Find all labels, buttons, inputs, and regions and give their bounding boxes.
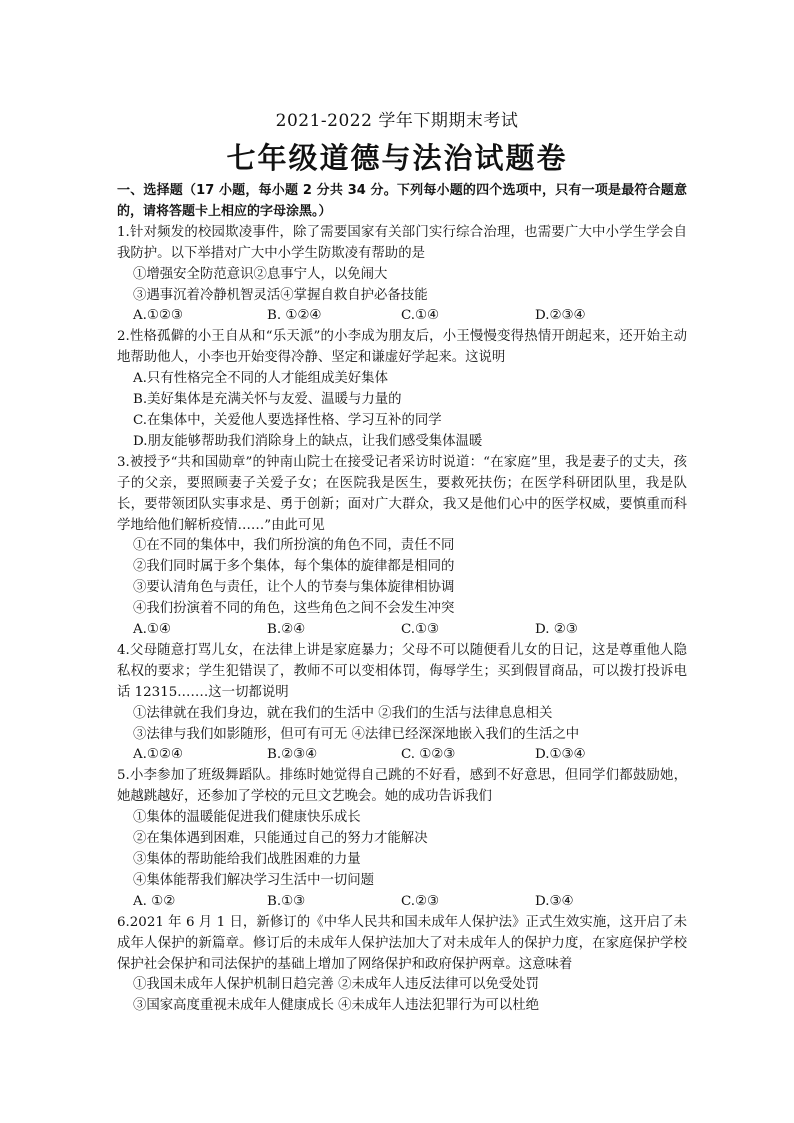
question-3 [117,453,687,641]
choice-d: D.②③④ [535,308,586,324]
statement: B.美好集体是充满关怀与友爱、温暖与力量的 [133,392,402,408]
question-stem: 4.父母随意打骂儿女，在法律上讲是家庭暴力；父母不可以随便看儿女的日记，这是尊重他人隐私权的要求；学生犯错误了，教师不可以变相体罚，侮辱学生；买到假冒商品，可以拨打投诉电话 12315.……这一切都说明 [117,642,687,700]
question-stem: 3.被授予“共和国勋章”的钟南山院士在接受记者采访时说道：“在家庭”里，我是妻子的丈夫，孩子的父亲，要照顾妻子关爱子女；在医院我是医生，要救死扶伤；在医学科研团队里，我是队长，要带领团队实事求是、勇于创新；面对广大群众，我又是他们心中的医学权威，要慎重而科学地给他们解析疫情……”由此可见 [117,454,687,533]
choice-a: A.①④ [133,622,171,638]
choice-b: B.②③④ [267,747,318,763]
question-stem: 6.2021 年 6 月 1 日，新修订的《中华人民共和国未成年人保护法》正式生效实施，这开启了未成年人保护的新篇章。修订后的未成年人保护法加大了对未成年人的保护力度，在家庭保护学校保护社会保护和司法保护的基础上增加了网络保护和政府保护两章。这意味着 [117,914,687,972]
statement: ③集体的帮助能给我们战胜困难的力量 [133,852,361,867]
answer-choices [117,620,687,641]
answer-choices [117,892,687,913]
exam-body [117,181,687,1017]
exam-title: 七年级道德与法治试题卷 [226,141,568,175]
statement: ②我们同时属于多个集体，每个集体的旋律都是相同的 [133,559,455,575]
choice-d: D. ②③ [535,622,578,638]
statement: ①在不同的集体中，我们所扮演的角色不同，责任不同 [133,538,455,554]
answer-choices [117,306,687,327]
question-4 [117,641,687,766]
statement: ①法律就在我们身边，就在我们的生活中 ②我们的生活与法律息息相关 [133,705,553,721]
statement: ①我国未成年人保护机制日趋完善 ②未成年人违反法律可以免受处罚 [133,977,539,993]
choice-c: C.①③ [401,622,440,638]
statement: ④集体能帮我们解决学习生活中一切问题 [133,872,375,888]
section-heading: 一、选择题（17 小题，每小题 2 分共 34 分。下列每小题的四个选项中，只有一项是最符合题意的，请将答题卡上相应的字母涂黑。） [117,183,687,219]
statement: ②在集体遇到困难，只能通过自己的努力才能解决 [133,831,428,847]
statement: C.在集体中，关爱他人要选择性格、学习互补的同学 [133,412,442,428]
exam-subtitle: 2021-2022 学年下期期末考试 [275,111,519,131]
choice-c: C. ①②③ [401,747,456,763]
choice-a: A.①②④ [133,747,183,763]
question-1 [117,223,687,328]
choice-c: C.②③ [401,893,440,909]
choice-a: A.①②③ [133,308,183,324]
statement: ①集体的温暖能促进我们健康快乐成长 [133,810,361,826]
choice-a: A. ①② [133,893,176,909]
answer-choices [117,745,687,766]
question-2 [117,327,687,452]
question-5 [117,766,687,912]
choice-c: C.①④ [401,308,440,324]
question-6 [117,913,687,1018]
question-stem: 5.小李参加了班级舞蹈队。排练时她觉得自己跳的不好看，感到不好意思，但同学们都鼓励她，她越跳越好，还参加了学校的元旦文艺晚会。她的成功告诉我们 [117,768,687,805]
statement: A.只有性格完全不同的人才能组成美好集体 [133,371,388,387]
statement: ③遇事沉着冷静机智灵活④掌握自救自护必备技能 [133,287,428,303]
statement: ③要认清角色与责任，让个人的节奏与集体旋律相协调 [133,580,455,596]
statement: ①增强安全防范意识②息事宁人，以免闹大 [133,266,388,282]
question-stem: 1.针对频发的校园欺凌事件，除了需要国家有关部门实行综合治理，也需要广大中小学生学会自我防护。以下举措对广大中小学生防欺凌有帮助的是 [117,224,687,261]
choice-d: D.①③④ [535,747,586,763]
statement: D.朋友能够帮助我们消除身上的缺点，让我们感受集体温暖 [133,433,483,449]
statement: ④我们扮演着不同的角色，这些角色之间不会发生冲突 [133,601,455,617]
question-stem: 2.性格孤僻的小王自从和“乐天派”的小李成为朋友后，小王慢慢变得热情开朗起来，还开始主动地帮助他人，小李也开始变得冷静、坚定和谦虚好学起来。这说明 [117,329,687,366]
choice-d: D.③④ [535,893,574,909]
choice-b: B.①③ [267,893,306,909]
choice-b: B.②④ [267,622,306,638]
choice-b: B. ①②④ [267,308,322,324]
statement: ③国家高度重视未成年人健康成长 ④未成年人违法犯罪行为可以杜绝 [133,998,539,1014]
statement: ③法律与我们如影随形，但可有可无 ④法律已经深深地嵌入我们的生活之中 [133,726,580,742]
